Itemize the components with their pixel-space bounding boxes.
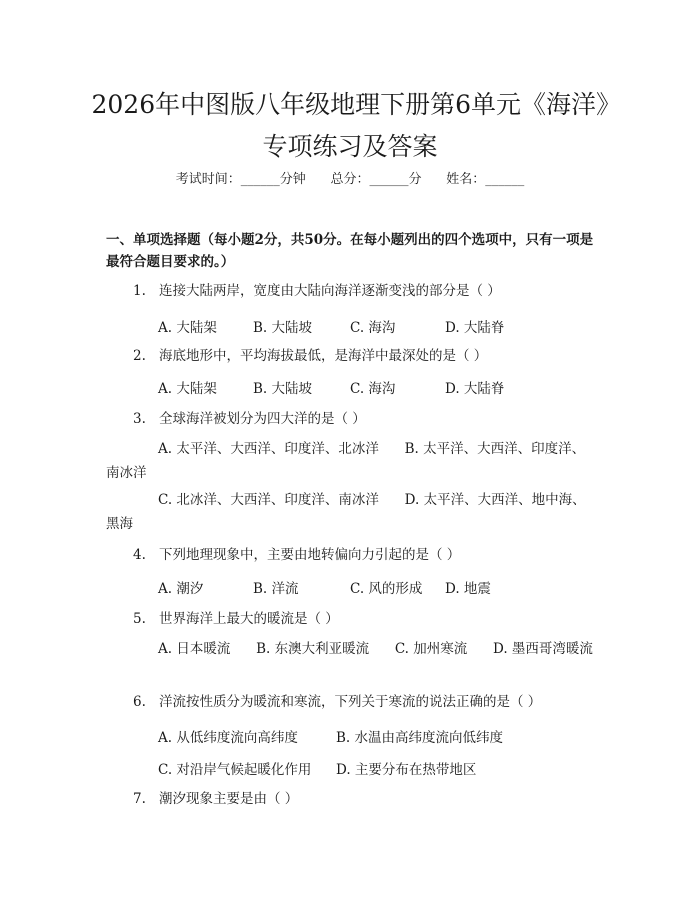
- question-number: 4.: [133, 547, 146, 563]
- section-heading: 一、单项选择题（每小题2分，共50分。在每小题列出的四个选项中，只有一项是最符合题目要求的。）: [106, 232, 594, 270]
- option-c: C. 海沟: [350, 381, 396, 397]
- option-d: D. 大陆脊: [445, 381, 505, 397]
- question-3-options-ab: A. 太平洋、大西洋、印度洋、北冰洋 B. 太平洋、大西洋、印度洋、南冰洋: [106, 441, 586, 481]
- question-text: 洋流按性质分为暖流和寒流，下列关于寒流的说法正确的是（ ）: [159, 694, 542, 710]
- option-b: B. 大陆坡: [253, 320, 313, 336]
- option-d: D. 大陆脊: [445, 320, 505, 336]
- option-a: A. 潮汐: [158, 581, 204, 597]
- question-number: 2.: [133, 348, 146, 364]
- question-1-options: [158, 316, 504, 336]
- question-2: [133, 346, 603, 366]
- option-d: D. 主要分布在热带地区: [336, 762, 477, 778]
- question-3: [133, 409, 603, 429]
- option-c: C. 对沿岸气候起暖化作用: [158, 762, 312, 778]
- option-c: C. 风的形成: [350, 581, 423, 597]
- question-text: 海底地形中，平均海拔最低，是海洋中最深处的是（ ）: [159, 348, 488, 364]
- option-b: B. 大陆坡: [253, 381, 313, 397]
- question-4-options: [158, 577, 491, 597]
- question-6-options-cd: [158, 758, 476, 778]
- document-title: 2026年中图版八年级地理下册第6单元《海洋》专项练习及答案: [91, 90, 609, 161]
- option-a: A. 大陆架: [158, 320, 217, 336]
- question-6-options-ab: [158, 726, 503, 746]
- option-d: D. 地震: [445, 581, 491, 597]
- question-6: [133, 692, 603, 712]
- question-2-options: [158, 377, 504, 397]
- question-number: 1.: [133, 283, 146, 299]
- question-4: [133, 545, 603, 565]
- option-a: A. 从低纬度流向高纬度: [158, 730, 298, 746]
- question-5: [133, 609, 603, 629]
- question-text: 下列地理现象中，主要由地转偏向力引起的是（ ）: [159, 547, 461, 563]
- question-number: 6.: [133, 694, 146, 710]
- question-number: 7.: [133, 791, 146, 807]
- question-3-options-cd: C. 北冰洋、大西洋、印度洋、南冰洋 D. 太平洋、大西洋、地中海、黑海: [106, 492, 586, 532]
- question-text: 世界海洋上最大的暖流是（ ）: [159, 611, 339, 627]
- question-7: [133, 789, 603, 809]
- question-text: 全球海洋被划分为四大洋的是（ ）: [159, 411, 366, 427]
- option-c: C. 海沟: [350, 320, 396, 336]
- question-number: 3.: [133, 411, 146, 427]
- question-number: 5.: [133, 611, 146, 627]
- question-5-options: A. 日本暖流 B. 东澳大利亚暖流 C. 加州寒流 D. 墨西哥湾暖流: [158, 641, 593, 657]
- question-1: [133, 281, 603, 301]
- option-b: B. 洋流: [253, 581, 299, 597]
- option-a: A. 大陆架: [158, 381, 217, 397]
- question-text: 连接大陆两岸，宽度由大陆向海洋逐渐变浅的部分是（ ）: [159, 283, 501, 299]
- option-b: B. 水温由高纬度流向低纬度: [336, 730, 504, 746]
- question-text: 潮汐现象主要是由（ ）: [159, 791, 299, 807]
- exam-info-line: 考试时间：______分钟 总分：______分 姓名：______: [175, 172, 525, 187]
